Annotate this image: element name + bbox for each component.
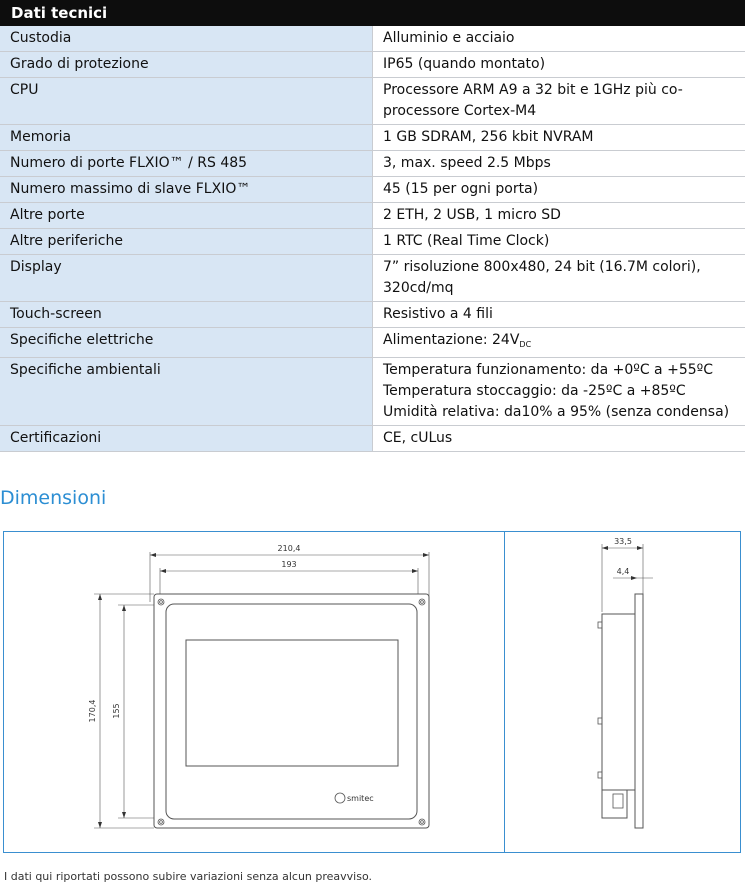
spec-value-line: 3, max. speed 2.5 Mbps — [383, 155, 551, 171]
spec-value — [373, 328, 745, 358]
spec-row — [0, 229, 745, 255]
dim-depth-flange: 4,4 — [616, 567, 630, 576]
specs-header-row — [0, 0, 745, 26]
spec-row — [0, 52, 745, 78]
spec-label: Numero massimo di slave FLXIO™ — [0, 177, 373, 203]
spec-label: Memoria — [0, 125, 373, 151]
spec-value — [373, 302, 745, 328]
spec-value — [373, 26, 745, 52]
spec-label: Altre porte — [0, 203, 373, 229]
spec-row — [0, 328, 745, 358]
spec-label: Certificazioni — [0, 426, 373, 452]
spec-row — [0, 78, 745, 125]
dimension-drawing — [3, 531, 741, 853]
spec-row — [0, 426, 745, 452]
spec-label: Altre periferiche — [0, 229, 373, 255]
spec-value — [373, 78, 745, 125]
spec-value — [373, 177, 745, 203]
spec-value-line: Alluminio e acciaio — [383, 30, 515, 46]
side-view-drawing — [505, 532, 742, 854]
spec-row — [0, 151, 745, 177]
spec-value-line: 7” risoluzione 800x480, 24 bit (16.7M colori), — [383, 259, 701, 275]
spec-label: CPU — [0, 78, 373, 125]
spec-value-line: Processore ARM A9 a 32 bit e 1GHz più co- — [383, 82, 683, 98]
spec-value-subscript: DC — [519, 340, 532, 349]
dim-height-inner: 155 — [112, 703, 121, 719]
spec-label: Numero di porte FLXIO™ / RS 485 — [0, 151, 373, 177]
spec-value-line: 2 ETH, 2 USB, 1 micro SD — [383, 207, 561, 223]
dim-width-total: 210,4 — [277, 544, 301, 553]
spec-value-main: Alimentazione: 24V — [383, 332, 520, 348]
spec-value — [373, 358, 745, 426]
dim-width-inner: 193 — [281, 560, 297, 569]
spec-value-line: 45 (15 per ogni porta) — [383, 181, 539, 197]
spec-value-line: IP65 (quando montato) — [383, 56, 546, 72]
spec-value — [373, 229, 745, 255]
spec-row — [0, 255, 745, 302]
dimensions-title: Dimensioni — [0, 487, 107, 509]
specs-title: Dati tecnici — [0, 0, 745, 26]
spec-label: Specifiche ambientali — [0, 358, 373, 426]
spec-value-line: CE, cULus — [383, 430, 453, 446]
spec-row — [0, 26, 745, 52]
spec-value-line: processore Cortex-M4 — [383, 103, 537, 119]
disclaimer-footnote: I dati qui riportati possono subire variazioni senza alcun preavviso. — [4, 870, 372, 883]
spec-row — [0, 358, 745, 426]
dim-height-total: 170,4 — [88, 699, 97, 723]
spec-row — [0, 177, 745, 203]
spec-value — [373, 426, 745, 452]
spec-value — [373, 203, 745, 229]
spec-value-line: 1 RTC (Real Time Clock) — [383, 233, 550, 249]
spec-value-line: Umidità relativa: da10% a 95% (senza condensa) — [383, 404, 730, 420]
spec-value — [373, 255, 745, 302]
spec-value-line: 1 GB SDRAM, 256 kbit NVRAM — [383, 129, 594, 145]
side-flange — [635, 594, 643, 828]
spec-value-line: Temperatura stoccaggio: da -25ºC a +85ºC — [383, 383, 686, 399]
spec-label: Custodia — [0, 26, 373, 52]
spec-row — [0, 203, 745, 229]
display-area — [186, 640, 398, 766]
side-body — [602, 614, 635, 790]
spec-label: Touch-screen — [0, 302, 373, 328]
spec-label: Grado di protezione — [0, 52, 373, 78]
spec-label: Specifiche elettriche — [0, 328, 373, 358]
spec-value — [373, 52, 745, 78]
front-logo: smitec — [347, 794, 374, 803]
spec-value-line: Resistivo a 4 fili — [383, 306, 493, 322]
spec-row — [0, 125, 745, 151]
spec-value — [373, 125, 745, 151]
spec-value-line: 320cd/mq — [383, 280, 454, 296]
dim-depth-total: 33,5 — [614, 537, 632, 546]
spec-value — [373, 151, 745, 177]
spec-row — [0, 302, 745, 328]
spec-value-line: Temperatura funzionamento: da +0ºC a +55ºC — [383, 362, 714, 378]
spec-label: Display — [0, 255, 373, 302]
